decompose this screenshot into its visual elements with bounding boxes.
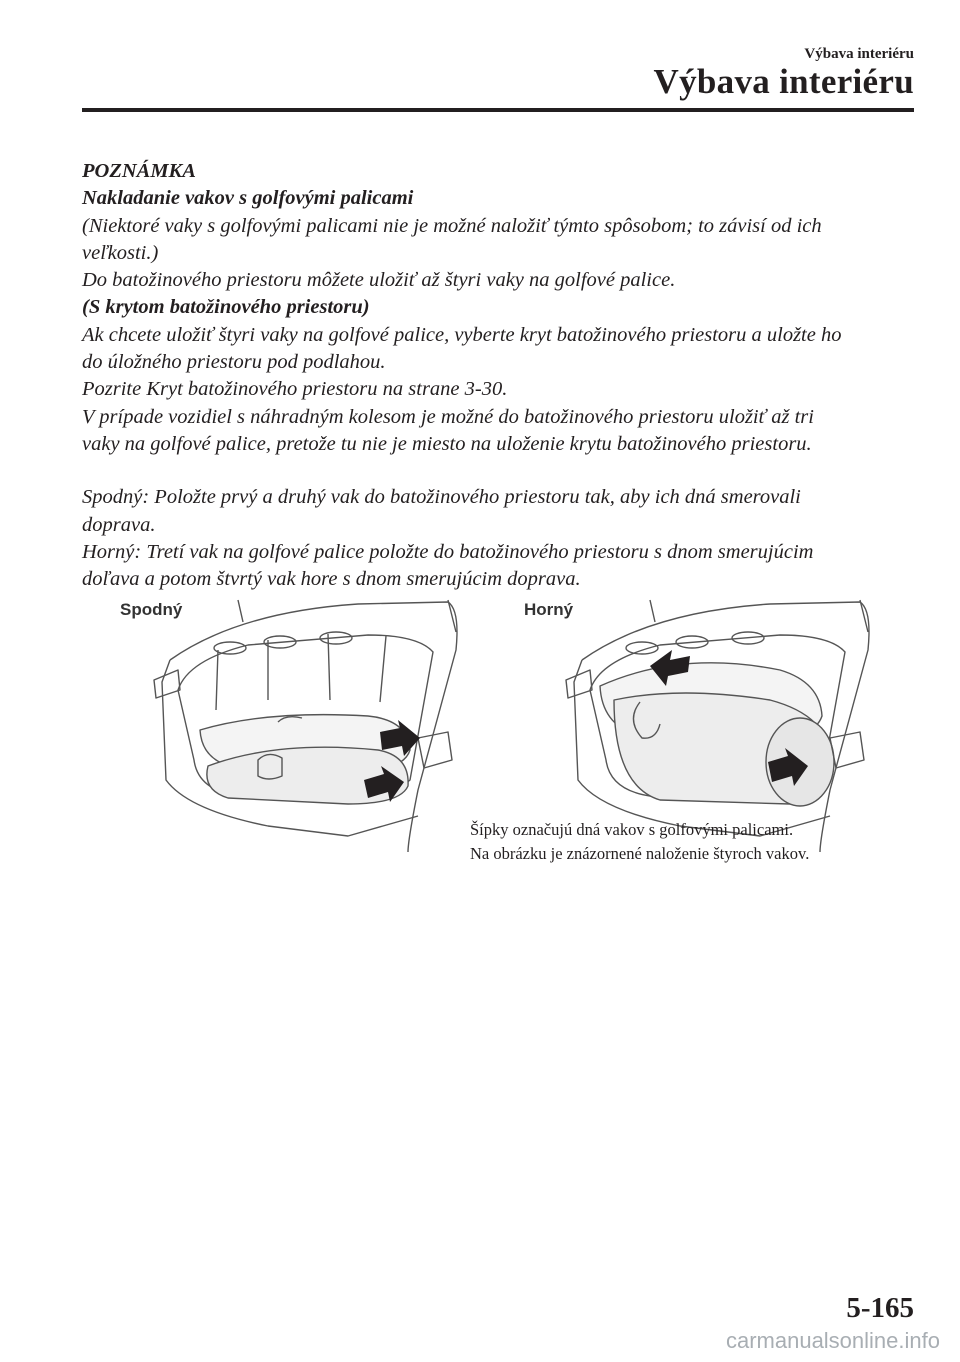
figure-label-top: Horný (524, 600, 574, 619)
trunk-top-layer-drawing (566, 600, 869, 852)
watermark-text: carmanualsonline.info (725, 1328, 940, 1353)
note-line: Ak chcete uložiť štyri vaky na golfové palice, vyberte kryt batožinového priestoru a uložte ho (82, 323, 842, 346)
note-line: Horný: Tretí vak na golfové palice položte do batožinového priestoru s dnom smerujúcim (82, 540, 814, 563)
note-line: do úložného priestoru pod podlahou. (82, 351, 386, 374)
note-line: Pozrite Kryt batožinového priestoru na strane 3-30. (82, 378, 508, 401)
caption-line: Šípky označujú dná vakov s golfovými palicami. (470, 820, 794, 839)
section-title: Výbava interiéru (653, 62, 914, 101)
note-line: doľava a potom štvrtý vak hore s dnom smerujúcim doprava. (82, 568, 581, 591)
note-block (82, 158, 922, 593)
note-subheading-cover: (S krytom batožinového priestoru) (82, 296, 370, 319)
section-title-small: Výbava interiéru (804, 46, 914, 62)
note-line: Spodný: Položte prvý a druhý vak do batožinového priestoru tak, aby ich dná smerovali (82, 486, 801, 509)
note-line: V prípade vozidiel s náhradným kolesom je možné do batožinového priestoru uložiť až tri (82, 405, 814, 428)
trunk-bottom-layer-drawing (154, 600, 457, 852)
page-number: 5-165 (846, 1292, 914, 1324)
note-line: veľkosti.) (82, 241, 159, 264)
note-line: doprava. (82, 513, 156, 536)
note-line: (Niektoré vaky s golfovými palicami nie je možné naložiť týmto spôsobom; to závisí od ich (82, 214, 822, 237)
note-heading: POZNÁMKA (82, 160, 196, 182)
figure-caption (470, 818, 809, 866)
note-line: Do batožinového priestoru môžete uložiť až štyri vaky na golfové palice. (82, 269, 676, 292)
caption-line: Na obrázku je znázornené naloženie štyroch vakov. (470, 844, 810, 863)
note-subheading: Nakladanie vakov s golfovými palicami (82, 187, 414, 210)
note-line: vaky na golfové palice, pretože tu nie je miesto na uloženie krytu batožinového priestoru. (82, 432, 812, 455)
figure-label-bottom: Spodný (120, 600, 183, 619)
header-rule (82, 108, 914, 112)
